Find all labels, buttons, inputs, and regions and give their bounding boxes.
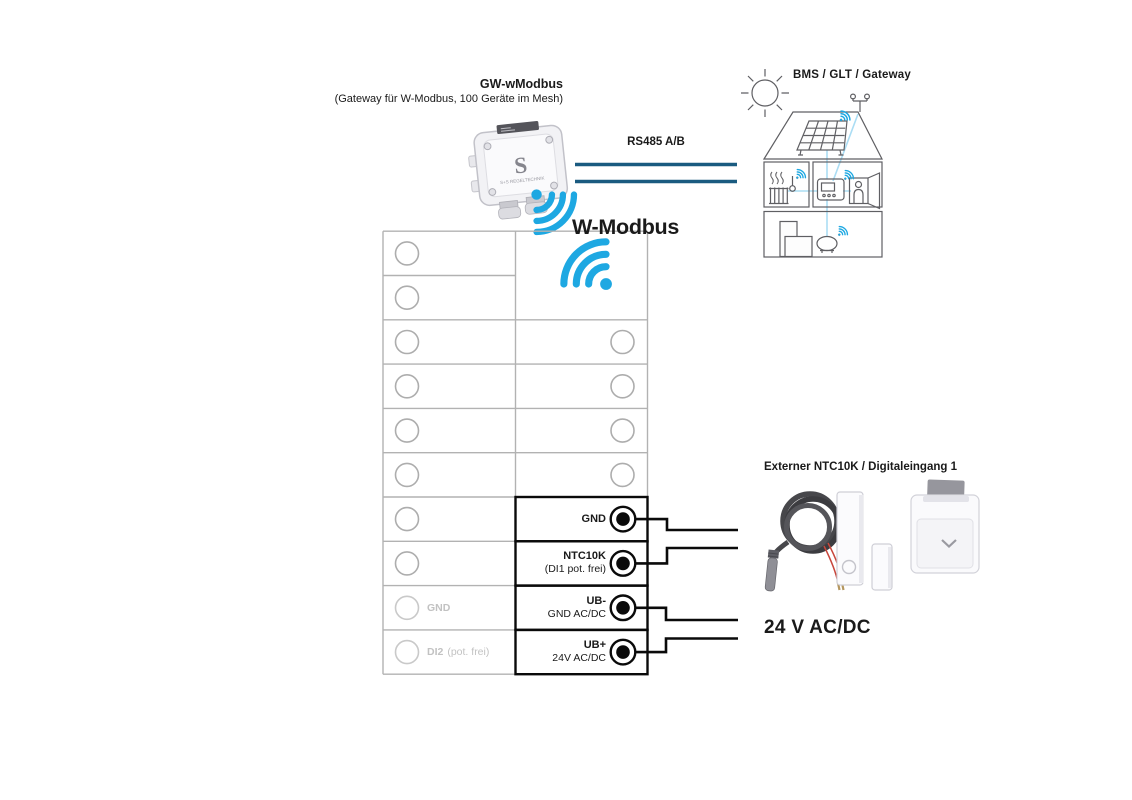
solar-panel — [797, 121, 847, 155]
left-row-label — [427, 497, 513, 541]
svg-text:S: S — [513, 152, 529, 179]
rs485-label: RS485 A/B — [627, 136, 685, 148]
bms-building-illustration — [741, 69, 882, 257]
thermostat-wifi-icon — [840, 169, 855, 184]
gateway-title: GW-wModbus — [479, 77, 563, 91]
thermostat-icon — [818, 179, 845, 200]
terminal-gnd: GND — [581, 512, 606, 525]
radiator-icon — [769, 172, 789, 204]
ntc-cable-sensor-image — [764, 494, 843, 591]
supply-voltage-label: 24 V AC/DC — [764, 617, 871, 638]
left-row-label — [427, 276, 513, 320]
roof-antenna — [851, 94, 870, 112]
door-contact-sensor-image — [837, 492, 892, 590]
left-row-label — [427, 408, 513, 452]
sun-icon — [741, 69, 789, 117]
left-row-label — [427, 541, 513, 585]
wmodbus-label: W-Modbus — [572, 215, 680, 239]
left-row-label-gnd: GND — [427, 601, 451, 614]
terminal-ntc10k: NTC10K (DI1 pot. frei) — [544, 550, 606, 576]
thermometer-icon — [790, 176, 796, 191]
keycard-switch-image — [911, 479, 979, 573]
wmodbus-wifi-icon — [555, 233, 631, 309]
svg-text:S+S REGELTECHNIK: S+S REGELTECHNIK — [499, 175, 545, 186]
left-row-label — [427, 453, 513, 497]
left-row-label-di2: DI2 (pot. frei) — [427, 646, 490, 659]
terminal-ub-minus: UB- GND AC/DC — [547, 594, 606, 620]
external-sensor-label: Externer NTC10K / Digitaleingang 1 — [764, 461, 957, 473]
gateway-device-image — [466, 119, 570, 222]
gateway-subtitle: (Gateway für W-Modbus, 100 Geräte im Mesh) — [334, 93, 563, 105]
gateway-heading — [318, 77, 563, 107]
boiler-icon — [780, 222, 812, 257]
basement-wifi-icon — [834, 225, 849, 240]
terminal-wires — [636, 519, 738, 652]
basement-device-icon — [817, 237, 837, 254]
left-row-label — [427, 231, 513, 275]
left-row-label — [427, 364, 513, 408]
bms-label: BMS / GLT / Gateway — [793, 69, 911, 81]
left-row-label — [427, 320, 513, 364]
room-wifi-icon — [792, 168, 807, 183]
terminal-ub-plus: UB+ 24V AC/DC — [552, 639, 606, 665]
rs485-bus-lines — [575, 165, 737, 182]
